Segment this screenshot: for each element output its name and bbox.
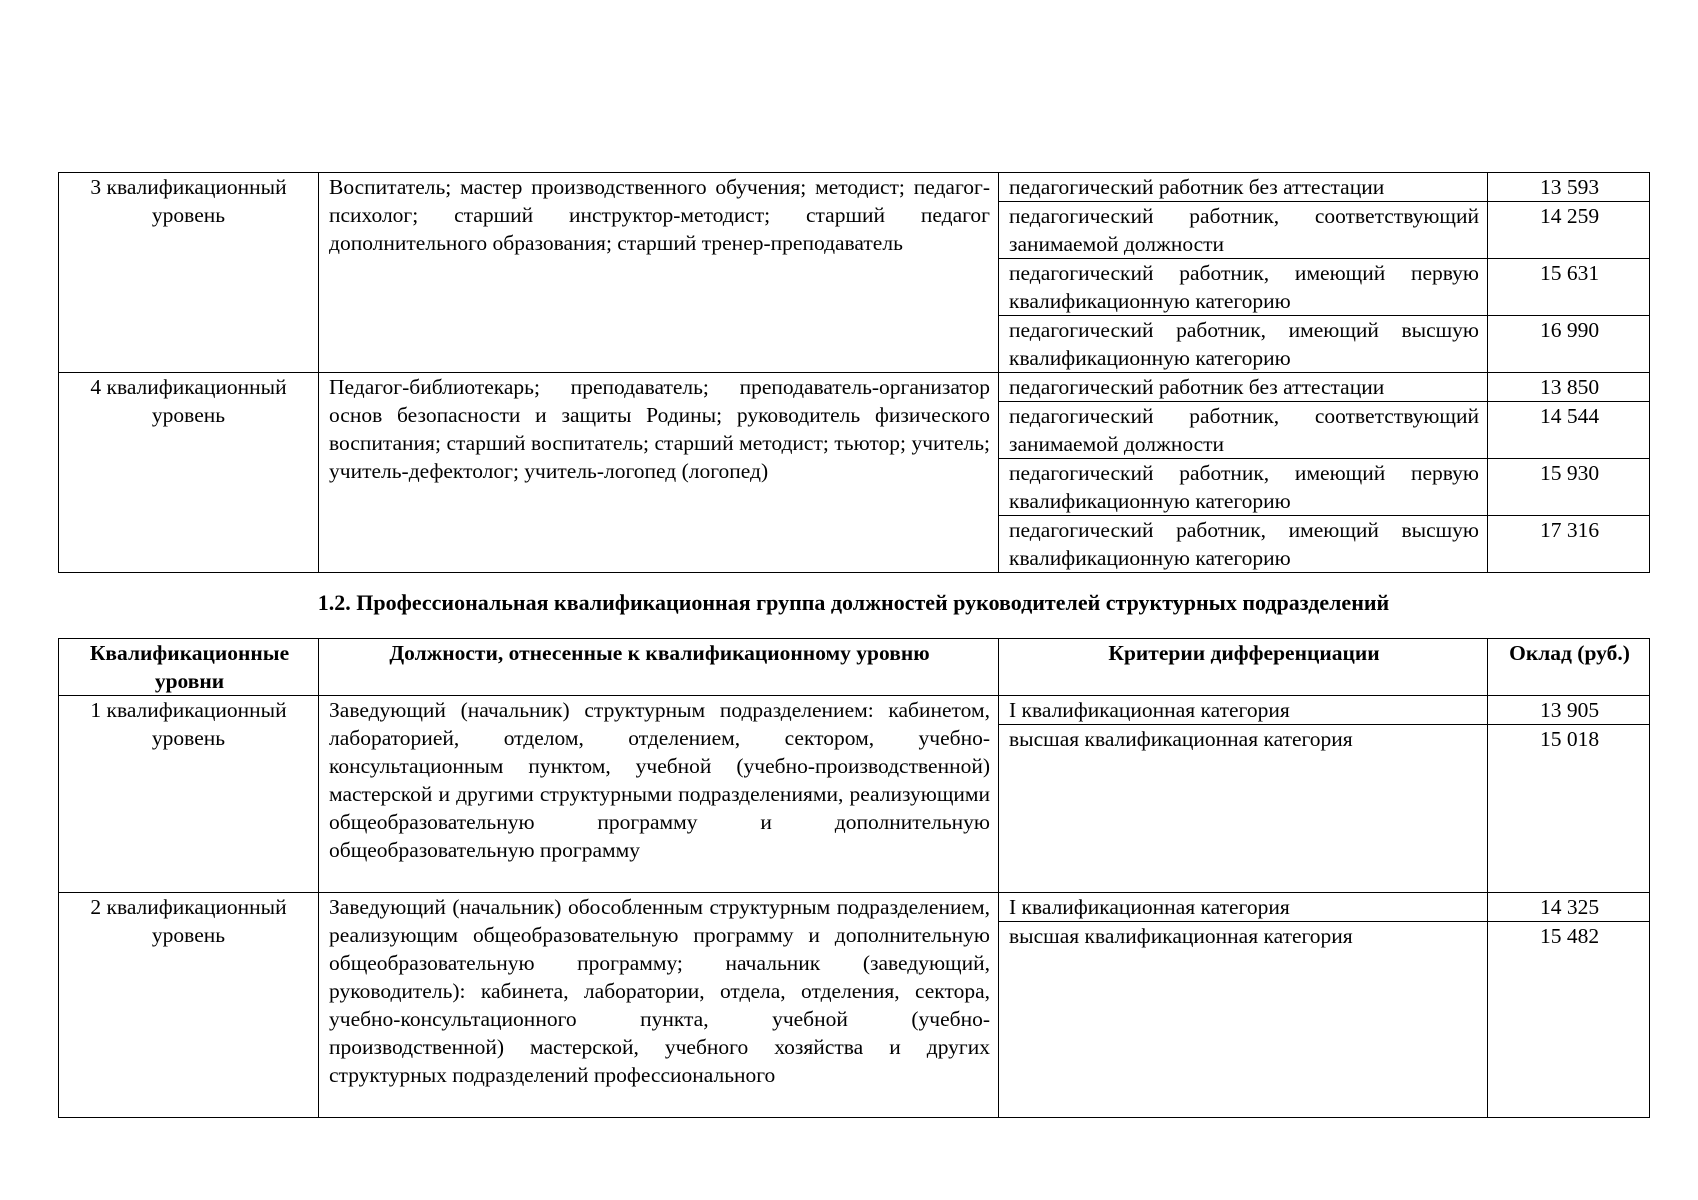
positions-cell: Заведующий (начальник) структурным подразделением: кабинетом, лабораторией, отделом, отделением, сектором, учебно-консультационным пунктом, учебной (учебно-производственной) мастерской и другими структурными подразделениями, реализующими общеобразовательную программу и дополнительную общеобразовательную программу	[319, 696, 999, 893]
salary-cell: 15 631	[1488, 259, 1650, 316]
criteria-cell: высшая квалификационная категория	[999, 922, 1488, 1118]
salary-cell: 13 850	[1488, 373, 1650, 402]
salary-cell: 16 990	[1488, 316, 1650, 373]
salary-cell: 15 930	[1488, 459, 1650, 516]
criteria-cell: I квалификационная категория	[999, 696, 1488, 725]
table-header-row	[59, 639, 1650, 696]
qualification-level: 3 квалификационный уровень	[59, 173, 319, 373]
salary-table-top	[58, 172, 1650, 573]
salary-cell: 17 316	[1488, 516, 1650, 573]
table-row	[59, 696, 1650, 725]
table-row	[59, 893, 1650, 922]
salary-cell: 13 593	[1488, 173, 1650, 202]
table-row	[59, 173, 1650, 202]
criteria-cell: педагогический работник без аттестации	[999, 173, 1488, 202]
positions-cell: Заведующий (начальник) обособленным структурным подразделением, реализующим общеобразовательную программу и дополнительную общеобразовательную программу; начальник (заведующий, руководитель): кабинета, лаборатории, отдела, отделения, сектора, учебно-консультационного пункта, учебной (учебно-производственной) мастерской, учебного хозяйства и других структурных подразделений профессионального	[319, 893, 999, 1118]
positions-cell: Воспитатель; мастер производственного обучения; методист; педагог-психолог; старший инструктор-методист; старший педагог дополнительного образования; старший тренер-преподаватель	[319, 173, 999, 373]
section-heading: 1.2. Профессиональная квалификационная группа должностей руководителей структурных подразделений	[317, 590, 1390, 615]
qualification-level: 4 квалификационный уровень	[59, 373, 319, 573]
positions-cell: Педагог-библиотекарь; преподаватель; преподаватель-организатор основ безопасности и защиты Родины; руководитель физического воспитания; старший воспитатель; старший методист; тьютор; учитель; учитель-дефектолог; учитель-логопед (логопед)	[319, 373, 999, 573]
header-positions: Должности, отнесенные к квалификационному уровню	[319, 639, 999, 696]
criteria-cell: педагогический работник, имеющий высшую квалификационную категорию	[999, 516, 1488, 573]
salary-cell: 14 544	[1488, 402, 1650, 459]
header-criteria: Критерии дифференциации	[999, 639, 1488, 696]
criteria-cell: высшая квалификационная категория	[999, 725, 1488, 893]
salary-cell: 14 259	[1488, 202, 1650, 259]
salary-cell: 14 325	[1488, 893, 1650, 922]
salary-cell: 13 905	[1488, 696, 1650, 725]
criteria-cell: педагогический работник без аттестации	[999, 373, 1488, 402]
criteria-cell: педагогический работник, соответствующий занимаемой должности	[999, 402, 1488, 459]
criteria-cell: педагогический работник, имеющий высшую квалификационную категорию	[999, 316, 1488, 373]
qualification-level: 1 квалификационный уровень	[59, 696, 319, 893]
criteria-cell: I квалификационная категория	[999, 893, 1488, 922]
table-row	[59, 373, 1650, 402]
salary-cell: 15 482	[1488, 922, 1650, 1118]
qualification-level: 2 квалификационный уровень	[59, 893, 319, 1118]
criteria-cell: педагогический работник, имеющий первую квалификационную категорию	[999, 459, 1488, 516]
header-levels: Квалификационные уровни	[59, 639, 319, 696]
criteria-cell: педагогический работник, имеющий первую квалификационную категорию	[999, 259, 1488, 316]
criteria-cell: педагогический работник, соответствующий занимаемой должности	[999, 202, 1488, 259]
salary-table-bottom	[58, 638, 1650, 1118]
header-salary: Оклад (руб.)	[1488, 639, 1650, 696]
salary-cell: 15 018	[1488, 725, 1650, 893]
